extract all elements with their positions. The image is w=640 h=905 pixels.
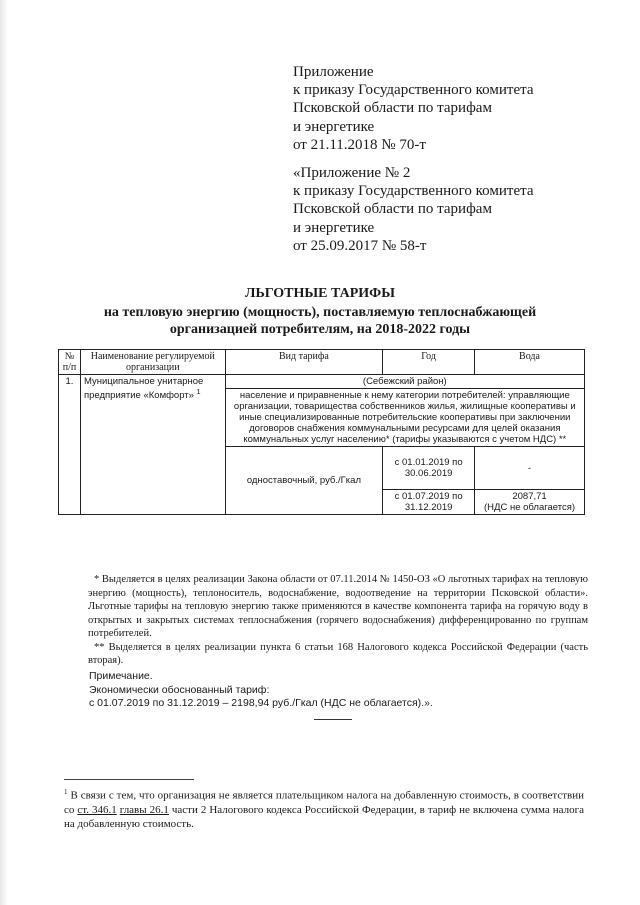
closing-rule xyxy=(314,719,352,720)
header-line: Псковской области по тарифам xyxy=(293,201,492,218)
header-water: Вода xyxy=(475,350,585,375)
header-num: № п/п xyxy=(59,350,81,375)
header-line: от 21.11.2018 № 70-т xyxy=(293,136,426,153)
value-note: (НДС не облагается) xyxy=(483,502,576,513)
table-notes xyxy=(88,573,588,668)
header-line: «Приложение № 2 xyxy=(293,165,411,181)
category-cell: население и приравненные к нему категории потребителей: управляющие организации, товарищества собственников жилья, жилищные кооперативы и иные специализированные потребительские кооперативы при заключении договоров снабжения коммунальными ресурсами для целей оказания коммунальных услуг населению* (тарифы указываются с учетом НДС) ** xyxy=(225,389,584,447)
table-row xyxy=(59,375,585,389)
value-number: 2087,71 xyxy=(512,491,547,502)
remark-label: Примечание. xyxy=(89,670,153,682)
remark-line: Экономически обоснованный тариф: xyxy=(89,683,270,696)
note-1: * Выделяется в целях реализации Закона области от 07.11.2014 № 1450-ОЗ «О льготных тарифах на тепловую энергию (мощность), теплоноситель, водоснабжение, водоотведение на территории Псковской области». Льготные тарифы на тепловую энергию также применяются в качестве компонента тарифа на горячую воду в открытых и закрытых системах теплоснабжения (горячего водоснабжения) дифференцированно по группам потребителей. xyxy=(88,574,588,639)
district-cell: (Себежский район) xyxy=(225,375,584,389)
header-line: Приложение xyxy=(293,64,374,80)
footnote-link-article[interactable]: ст. 346.1 xyxy=(77,803,117,816)
footnote xyxy=(64,785,584,831)
appendix-header-2 xyxy=(293,164,593,255)
header-line: от 25.09.2017 № 58-т xyxy=(293,237,427,254)
period-cell: с 01.07.2019 по 31.12.2019 xyxy=(383,490,475,515)
header-tariff-type: Вид тарифа xyxy=(225,350,383,375)
table-header-row xyxy=(59,350,585,375)
subtitle-line: на тепловую энергию (мощность), поставляемую теплоснабжающей xyxy=(103,305,537,320)
document-subtitle xyxy=(40,304,600,338)
footnote-mark: 1 xyxy=(64,788,68,796)
remark-block xyxy=(89,670,569,711)
row-org xyxy=(80,375,225,515)
header-line: к приказу Государственного комитета xyxy=(293,82,534,99)
header-line: Псковской области по тарифам xyxy=(293,100,492,117)
row-num: 1. xyxy=(59,375,81,515)
footnote-text: В связи с тем, что организация не является плательщиком налога на добавленную стоимость, в соответствии со xyxy=(64,789,584,816)
scan-edge-shadow xyxy=(0,0,8,905)
org-name: Муниципальное унитарное предприятие «Комфорт» xyxy=(83,376,204,402)
org-footnote-mark: 1 xyxy=(196,389,201,396)
footnote-text: части 2 Налогового кодекса Российской Федерации, в тариф не включена сумма налога на добавленную стоимость. xyxy=(64,803,584,830)
tariff-type-cell: одноставочный, руб./Гкал xyxy=(225,447,383,515)
value-cell xyxy=(475,490,585,515)
appendix-header xyxy=(293,63,593,154)
footnote-link-chapter[interactable]: главы 26.1 xyxy=(119,803,169,816)
header-line: и энергетике xyxy=(293,219,375,236)
header-line: к приказу Государственного комитета xyxy=(293,183,534,200)
header-year: Год xyxy=(383,350,475,375)
tariff-table xyxy=(58,349,585,515)
note-2: ** Выделяется в целях реализации пункта 6 статьи 168 Налогового кодекса Российской Федерации (часть вторая). xyxy=(88,641,588,666)
header-org: Наименование регулируемой организации xyxy=(80,350,225,375)
remark-line: с 01.07.2019 по 31.12.2019 – 2198,94 руб./Гкал (НДС не облагается).». xyxy=(89,697,433,709)
value-cell: - xyxy=(475,447,585,490)
footnote-separator xyxy=(64,779,194,780)
period-cell: с 01.01.2019 по 30.06.2019 xyxy=(383,447,475,490)
subtitle-line: организацией потребителям, на 2018-2022 годы xyxy=(169,322,471,337)
header-line: и энергетике xyxy=(293,118,375,135)
document-title: ЛЬГОТНЫЕ ТАРИФЫ xyxy=(245,286,395,301)
